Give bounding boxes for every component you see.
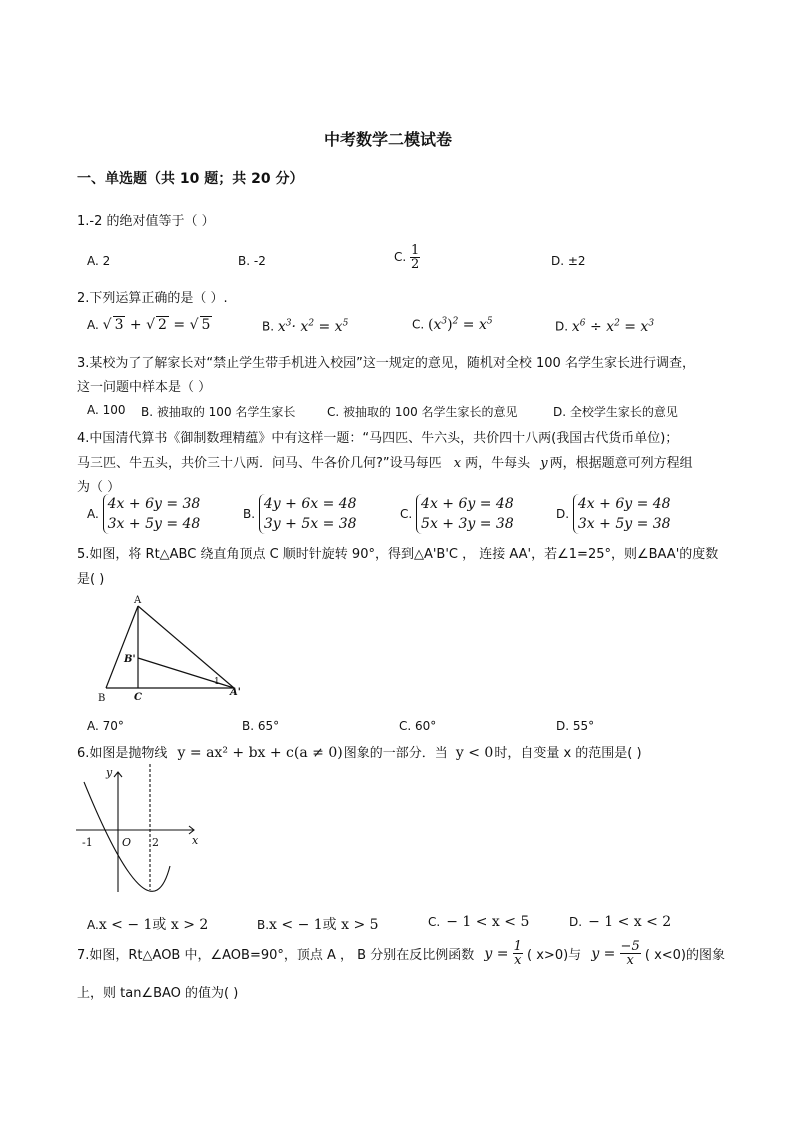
q6-formula: y = ax² + bx + c(a ≠ 0) bbox=[177, 745, 343, 761]
label-minus-1: -1 bbox=[82, 836, 93, 849]
label-y: y bbox=[106, 766, 113, 779]
equation: 4x + 6y = 38 bbox=[107, 496, 201, 512]
fraction-denominator: x bbox=[626, 953, 634, 968]
equation-system bbox=[573, 494, 671, 534]
label-2: 2 bbox=[152, 836, 159, 849]
option-prefix: A. bbox=[87, 507, 99, 521]
function-lhs: y = bbox=[484, 945, 509, 962]
q1-option-c-fraction bbox=[410, 244, 420, 271]
function-lhs: y = bbox=[591, 945, 616, 962]
option-expression: − 1 < x < 2 bbox=[588, 914, 672, 930]
option-prefix: A. bbox=[87, 318, 99, 332]
q4-stem-part: 两，根据题意可列方程组 bbox=[549, 456, 693, 471]
q6-stem-part: 时，自变量 x 的范围是( ) bbox=[494, 746, 642, 761]
equation: 4x + 6y = 48 bbox=[577, 496, 671, 512]
label-b: B bbox=[98, 693, 106, 704]
q2-option-d bbox=[555, 318, 654, 335]
q5-triangle-figure bbox=[90, 592, 250, 707]
q3-stem-line2: 这一问题中样本是（ ） bbox=[77, 380, 212, 395]
q5-option-b: B. 65° bbox=[242, 719, 280, 733]
equation-system bbox=[416, 494, 514, 534]
q1-option-b: B. -2 bbox=[238, 254, 266, 268]
equation: 4y + 6x = 48 bbox=[263, 496, 357, 512]
q7-stem-line1 bbox=[77, 940, 725, 967]
q3-option-c: C. 被抽取的 100 名学生家长的意见 bbox=[327, 405, 518, 419]
option-expression: x < − 1或 x > 5 bbox=[269, 917, 379, 933]
q2-option-a bbox=[87, 316, 212, 333]
option-prefix: B. bbox=[262, 319, 275, 334]
q5-stem-line2: 是( ) bbox=[77, 572, 105, 587]
label-origin: O bbox=[122, 836, 132, 849]
q4-option-c bbox=[400, 494, 514, 534]
option-prefix: A. bbox=[87, 918, 99, 932]
label-a-prime: A' bbox=[230, 687, 241, 698]
q1-option-c-prefix: C. bbox=[394, 250, 407, 264]
q4-stem-part: 两，牛每头 bbox=[465, 456, 531, 471]
label-x: x bbox=[192, 834, 199, 847]
q4-option-a bbox=[87, 494, 200, 534]
fraction-denominator: x bbox=[514, 953, 522, 968]
q5-option-a: A. 70° bbox=[87, 719, 124, 733]
q6-stem-part: 6.如图是抛物线 bbox=[77, 746, 168, 761]
q2-c-expression: $(x^3)^2 = x^5$ bbox=[428, 316, 493, 333]
segment-ab bbox=[106, 606, 138, 688]
q1-option-a: A. 2 bbox=[87, 254, 111, 268]
q2-a-expression: √ 3 + √ 2 = √ 5 bbox=[102, 317, 211, 333]
q7-stem-part: ( x>0)与 bbox=[527, 948, 582, 963]
option-prefix: D. bbox=[555, 319, 569, 334]
option-expression: x < − 1或 x > 2 bbox=[98, 917, 209, 933]
q3-stem-line1: 3.某校为了了解家长对“禁止学生带手机进入校园”这一规定的意见，随机对全校 100 名学生家长进行调查， bbox=[77, 356, 695, 371]
fraction-numerator: 1 bbox=[513, 939, 522, 954]
equation-system bbox=[103, 494, 201, 534]
q4-option-d bbox=[556, 494, 671, 534]
label-b-prime: B' bbox=[124, 654, 136, 665]
q4-stem-part: 马三匹、牛五头，共价三十八两．问马、牛各价几何?”设马每匹 bbox=[77, 456, 442, 471]
equation: 3x + 5y = 38 bbox=[577, 516, 671, 532]
segment-aa-prime bbox=[138, 606, 234, 688]
fraction-numerator: 1 bbox=[411, 243, 420, 258]
q2-d-expression: $x^6 \div x^2 = x^3$ bbox=[571, 318, 655, 335]
option-prefix: D. bbox=[569, 915, 583, 929]
q3-option-d: D. 全校学生家长的意见 bbox=[553, 405, 678, 419]
option-prefix: C. bbox=[400, 507, 413, 521]
label-angle-1: 1 bbox=[214, 677, 220, 687]
q5-option-c: C. 60° bbox=[399, 719, 437, 733]
q2-stem: 2.下列运算正确的是（ ）. bbox=[77, 291, 228, 306]
q6-option-c bbox=[428, 914, 529, 930]
q5-stem-line1: 5.如图，将 Rt△ABC 绕直角顶点 C 顺时针旋转 90°，得到△A'B'C ， 连接 AA'，若∠1=25°，则∠BAA'的度数 bbox=[77, 547, 719, 562]
label-a: A bbox=[134, 595, 142, 606]
q4-stem-line3: 为（ ） bbox=[77, 480, 121, 495]
equation: 3x + 5y = 48 bbox=[107, 516, 201, 532]
q4-stem-line1: 4.中国清代算书《御制数理精蕴》中有这样一题：“马四匹、牛六头，共价四十八两(我国古代货币单位)； bbox=[77, 431, 679, 446]
section-heading: 一、单选题（共 10 题；共 20 分） bbox=[77, 171, 304, 187]
equation-system bbox=[259, 494, 357, 534]
option-prefix: B. bbox=[257, 918, 270, 932]
q6-stem-part: 图象的一部分．当 bbox=[343, 746, 448, 761]
fraction-numerator: −5 bbox=[620, 939, 640, 954]
q1-stem: 1.-2 的绝对值等于（ ） bbox=[77, 214, 215, 229]
q4-option-b bbox=[243, 494, 357, 534]
q7-stem-part: 7.如图，Rt△AOB 中，∠AOB=90°，顶点 A ， B 分别在反比例函数 bbox=[77, 948, 475, 963]
fraction-denominator: 2 bbox=[411, 257, 420, 272]
q2-option-b bbox=[262, 318, 348, 335]
label-c: C bbox=[134, 692, 142, 703]
q1-option-d: D. ±2 bbox=[551, 254, 586, 268]
q6-condition: y < 0 bbox=[455, 745, 494, 761]
variable-x: x bbox=[453, 456, 462, 471]
equation: 3y + 5x = 38 bbox=[263, 516, 357, 532]
equation: 5x + 3y = 38 bbox=[421, 516, 514, 532]
function-fraction bbox=[620, 940, 641, 967]
variable-y: y bbox=[540, 456, 548, 471]
q5-option-d: D. 55° bbox=[556, 719, 595, 733]
option-prefix: B. bbox=[243, 507, 256, 521]
q2-b-expression: $x^3\cdot x^2 = x^5$ bbox=[277, 318, 349, 335]
q7-stem-part: ( x<0)的图象 bbox=[644, 948, 725, 963]
option-prefix: C. bbox=[428, 915, 441, 929]
function-fraction bbox=[513, 940, 523, 967]
q6-option-b bbox=[257, 914, 379, 934]
q1-option-c bbox=[394, 244, 420, 271]
q6-stem bbox=[77, 742, 642, 761]
equation: 4x + 6y = 48 bbox=[421, 496, 514, 512]
q6-option-d bbox=[569, 914, 671, 930]
page-title: 中考数学二模试卷 bbox=[324, 130, 453, 149]
q6-parabola-figure bbox=[72, 762, 207, 897]
option-prefix: D. bbox=[556, 507, 570, 521]
q7-stem-line2: 上，则 tan∠BAO 的值为( ) bbox=[77, 986, 239, 1001]
option-expression: − 1 < x < 5 bbox=[446, 914, 530, 930]
q3-option-b: B. 被抽取的 100 名学生家长 bbox=[141, 405, 296, 419]
q2-option-c bbox=[412, 316, 493, 333]
q3-option-a: A. 100 bbox=[87, 403, 126, 417]
option-prefix: C. bbox=[412, 317, 425, 332]
q4-stem-line2 bbox=[77, 452, 693, 471]
q6-option-a bbox=[87, 914, 208, 934]
